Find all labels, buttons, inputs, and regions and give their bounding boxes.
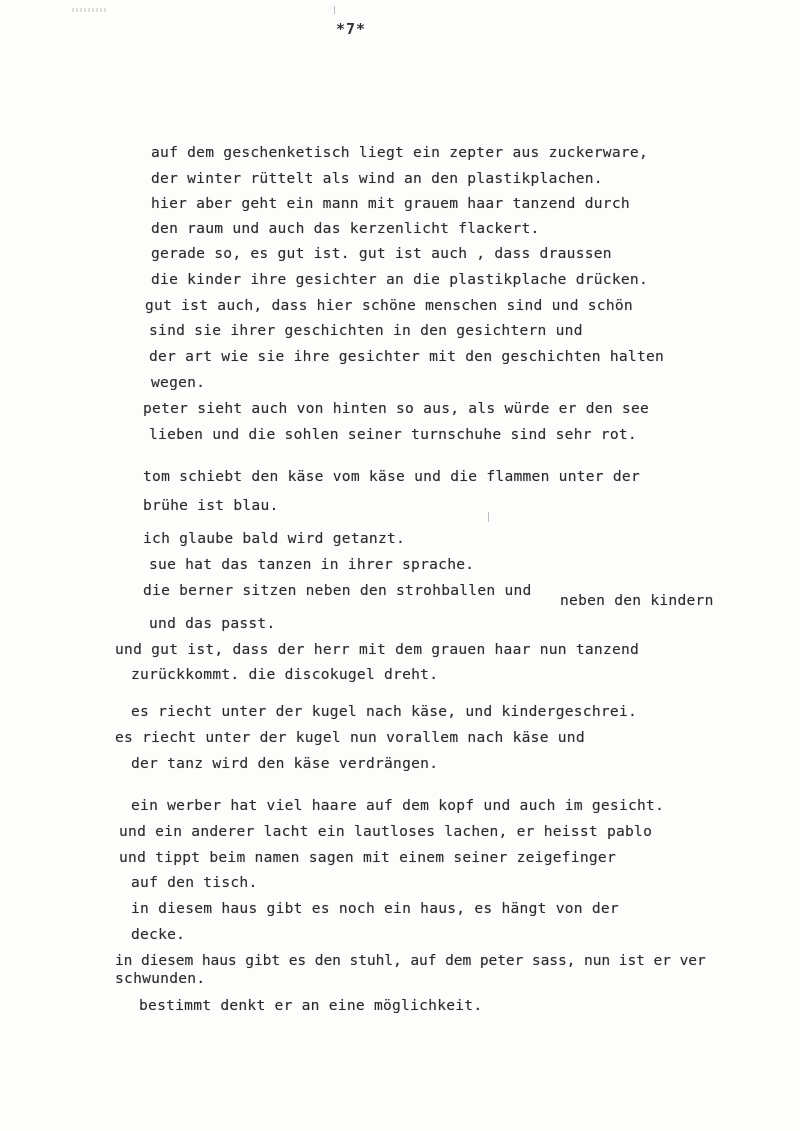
paper-mark bbox=[334, 6, 335, 14]
text-line: der winter rüttelt als wind an den plastikplachen. bbox=[151, 170, 603, 187]
text-line: tom schiebt den käse vom käse und die flammen unter der bbox=[143, 468, 640, 485]
text-line: bestimmt denkt er an eine möglichkeit. bbox=[139, 997, 483, 1014]
text-line: ich glaube bald wird getanzt. bbox=[143, 530, 406, 547]
text-line: in diesem haus gibt es noch ein haus, es hängt von der bbox=[131, 900, 619, 917]
text-line: wegen. bbox=[151, 374, 206, 391]
text-line: neben den kindern bbox=[560, 592, 714, 609]
text-line: in diesem haus gibt es den stuhl, auf dem peter sass, nun ist er ver bbox=[115, 952, 706, 969]
text-line: brühe ist blau. bbox=[143, 497, 279, 514]
text-line: und gut ist, dass der herr mit dem grauen haar nun tanzend bbox=[115, 641, 640, 658]
text-line: peter sieht auch von hinten so aus, als würde er den see bbox=[143, 400, 650, 417]
paper-speck bbox=[72, 8, 108, 12]
text-line: hier aber geht ein mann mit grauem haar tanzend durch bbox=[151, 195, 630, 212]
text-line: der art wie sie ihre gesichter mit den geschichten halten bbox=[149, 348, 665, 365]
text-line: decke. bbox=[131, 926, 186, 943]
text-line: und das passt. bbox=[149, 615, 276, 632]
text-line: ein werber hat viel haare auf dem kopf und auch im gesicht. bbox=[131, 797, 665, 814]
text-line: der tanz wird den käse verdrängen. bbox=[131, 755, 439, 772]
text-line: es riecht unter der kugel nun vorallem nach käse und bbox=[115, 729, 585, 746]
text-line: schwunden. bbox=[115, 970, 206, 987]
text-line: zurückkommt. die discokugel dreht. bbox=[131, 666, 439, 683]
text-line: und tippt beim namen sagen mit einem seiner zeigefinger bbox=[119, 849, 616, 866]
text-line: lieben und die sohlen seiner turnschuhe sind sehr rot. bbox=[149, 426, 637, 443]
text-line: den raum und auch das kerzenlicht flackert. bbox=[151, 220, 540, 237]
text-line: sue hat das tanzen in ihrer sprache. bbox=[149, 556, 475, 573]
text-line: sind sie ihrer geschichten in den gesichtern und bbox=[149, 322, 583, 339]
text-line: die kinder ihre gesichter an die plastikplache drücken. bbox=[151, 271, 648, 288]
text-line: auf dem geschenketisch liegt ein zepter aus zuckerware, bbox=[151, 144, 648, 161]
text-line: gerade so, es gut ist. gut ist auch , dass draussen bbox=[151, 245, 612, 262]
page-number: *7* bbox=[336, 20, 367, 38]
text-line: und ein anderer lacht ein lautloses lachen, er heisst pablo bbox=[119, 823, 653, 840]
text-line: es riecht unter der kugel nach käse, und kindergeschrei. bbox=[131, 703, 638, 720]
text-line: gut ist auch, dass hier schöne menschen sind und schön bbox=[145, 297, 633, 314]
text-line: auf den tisch. bbox=[131, 874, 258, 891]
paper-mark bbox=[488, 512, 489, 522]
text-line: die berner sitzen neben den strohballen und bbox=[143, 582, 532, 599]
